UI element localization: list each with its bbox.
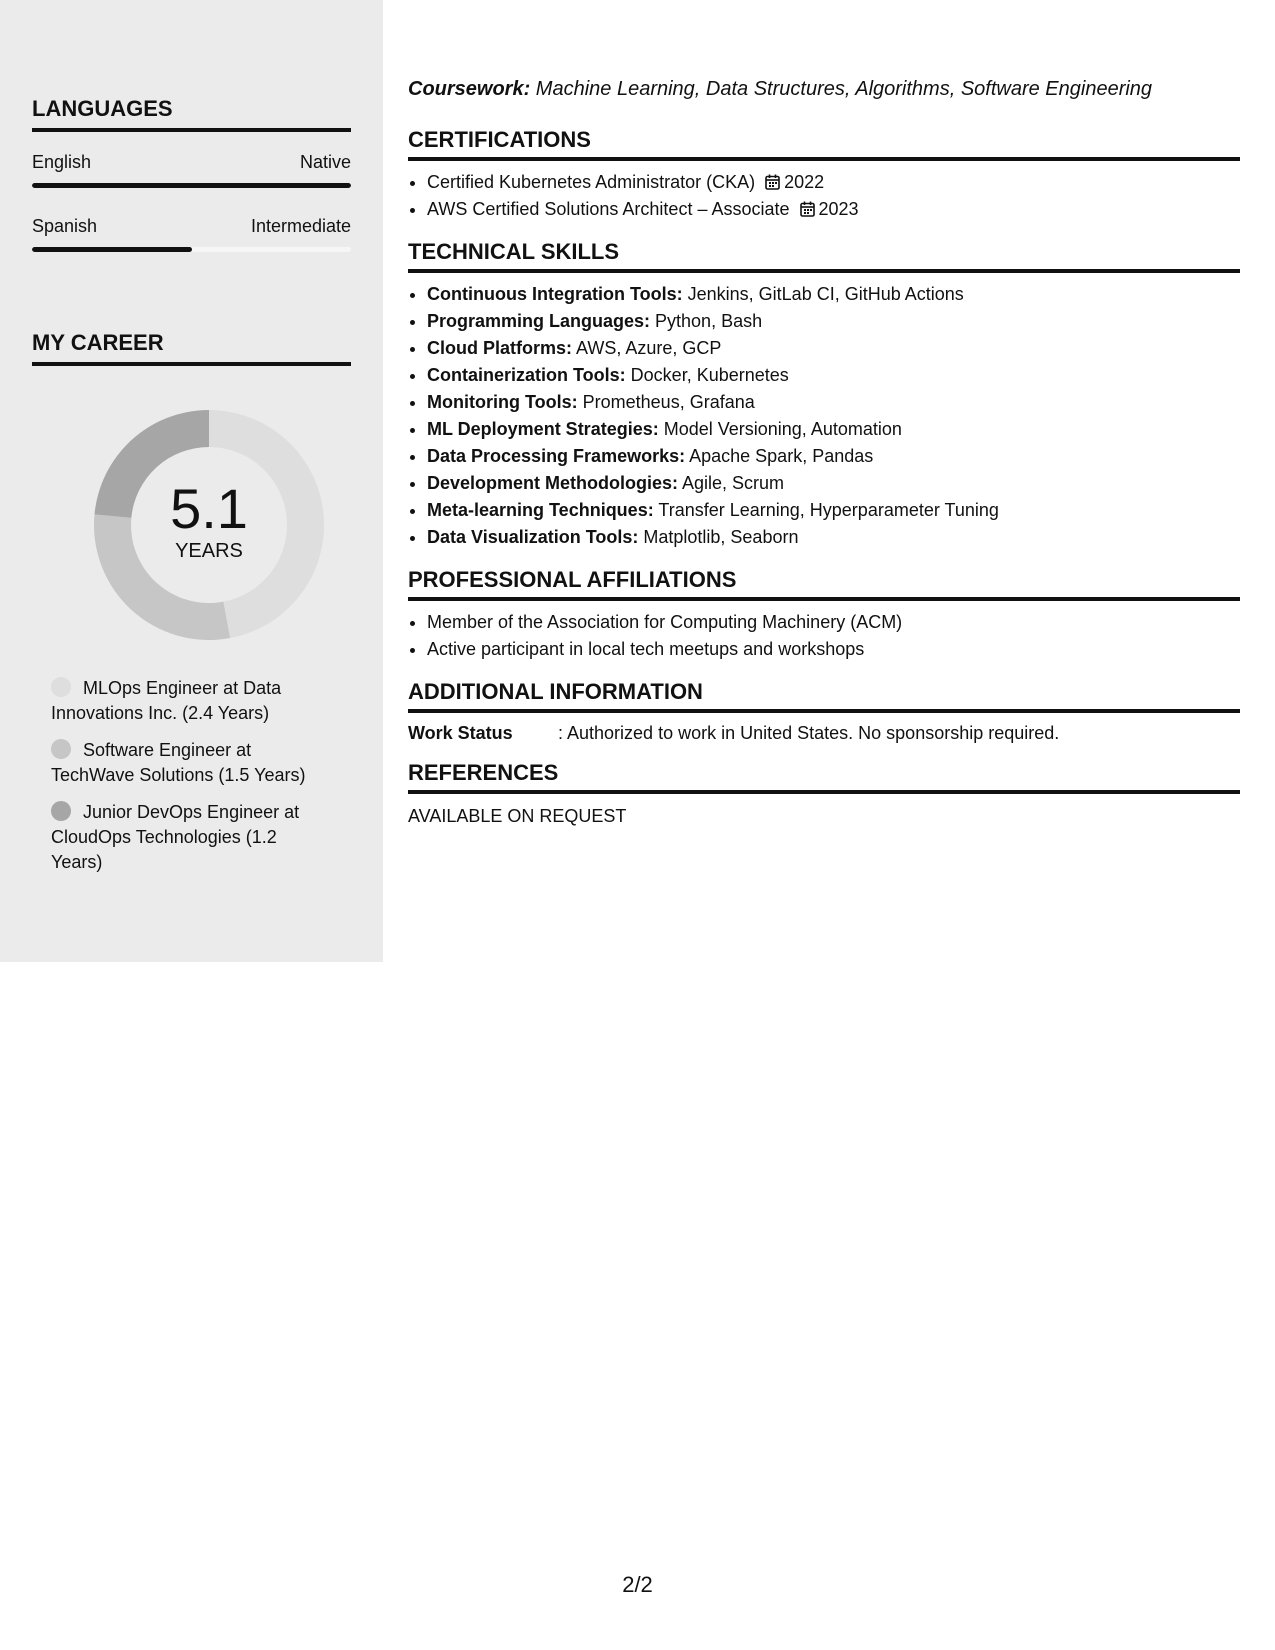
references-heading: REFERENCES: [408, 760, 1240, 794]
career-total-value: 5.1: [170, 477, 248, 540]
skill-value: Prometheus, Grafana: [577, 392, 755, 412]
career-legend-item: [51, 738, 321, 788]
skill-item: [427, 362, 1240, 389]
work-status-row: [408, 723, 1240, 744]
skill-value: Python, Bash: [650, 311, 763, 331]
legend-dot: [51, 677, 71, 697]
affiliation-item: • Active participant in local tech meetups and workshops: [427, 636, 1240, 663]
certifications-list: [408, 169, 1240, 223]
languages-heading: LANGUAGES: [32, 96, 351, 132]
certifications-heading: CERTIFICATIONS: [408, 127, 1240, 161]
page-number: 2/2: [622, 1572, 653, 1597]
language-proficiency-fill: [32, 183, 351, 188]
language-name: Spanish: [32, 216, 98, 236]
legend-dot: [51, 801, 71, 821]
skill-label: Data Visualization Tools:: [427, 527, 639, 547]
skill-label: Data Processing Frameworks:: [427, 446, 686, 466]
legend-label: Junior DevOps Engineer at CloudOps Technologies (1.2 Years): [51, 802, 300, 872]
career-total-unit: YEARS: [175, 540, 243, 562]
skills-list: [408, 281, 1240, 551]
language-proficiency-bar: [32, 183, 351, 188]
skill-value: Docker, Kubernetes: [625, 365, 789, 385]
skills-heading: TECHNICAL SKILLS: [408, 239, 1240, 273]
career-legend-item: [51, 676, 321, 726]
career-heading: MY CAREER: [32, 330, 351, 366]
skill-label: Meta-learning Techniques:: [427, 500, 654, 520]
calendar-icon: [765, 174, 780, 190]
certification-name: Certified Kubernetes Administrator (CKA): [427, 172, 756, 192]
skill-label: Continuous Integration Tools:: [427, 284, 683, 304]
skill-value: Agile, Scrum: [678, 473, 785, 493]
main-content: [408, 78, 1240, 827]
career-legend-item: [51, 800, 321, 875]
skill-item: [427, 308, 1240, 335]
language-level: Native: [299, 152, 351, 172]
coursework-line: [408, 78, 1240, 101]
legend-label: MLOps Engineer at Data Innovations Inc. (2.4 Years): [51, 678, 282, 723]
skill-value: Transfer Learning, Hyperparameter Tuning: [653, 500, 999, 520]
certification-item: [427, 169, 1240, 196]
skill-value: Model Versioning, Automation: [658, 419, 902, 439]
language-name: English: [32, 152, 92, 172]
legend-label: Software Engineer at TechWave Solutions (1.5 Years): [51, 740, 306, 785]
sidebar: [0, 0, 383, 962]
affiliation-item: • Member of the Association for Computing Machinery (ACM): [427, 609, 1240, 636]
skill-item: [427, 443, 1240, 470]
additional-info-heading: ADDITIONAL INFORMATION: [408, 679, 1240, 713]
language-item: [32, 216, 351, 252]
skill-item: [427, 389, 1240, 416]
affiliations-heading: PROFESSIONAL AFFILIATIONS: [408, 567, 1240, 601]
skill-item: [427, 335, 1240, 362]
legend-dot: [51, 739, 71, 759]
references-text: AVAILABLE ON REQUEST: [408, 806, 627, 826]
skill-label: Monitoring Tools:: [427, 392, 578, 412]
skill-item: [427, 524, 1240, 551]
skill-label: Containerization Tools:: [427, 365, 626, 385]
coursework-label: Coursework:: [408, 78, 531, 100]
certification-item: [427, 196, 1240, 223]
skill-value: Jenkins, GitLab CI, GitHub Actions: [682, 284, 964, 304]
certification-year: 2022: [784, 172, 825, 192]
skill-value: Matplotlib, Seaborn: [638, 527, 799, 547]
work-status-label: Work Status: [408, 723, 513, 743]
skill-value: Apache Spark, Pandas: [685, 446, 874, 466]
certification-year: 2023: [818, 199, 859, 219]
skill-item: [427, 497, 1240, 524]
skill-item: [427, 470, 1240, 497]
skill-label: Cloud Platforms:: [427, 338, 573, 358]
language-item: [32, 152, 351, 188]
language-proficiency-bar: [32, 247, 351, 252]
skill-label: Development Methodologies:: [427, 473, 679, 493]
career-legend: [51, 676, 351, 875]
skill-item: [427, 416, 1240, 443]
affiliations-list: [408, 609, 1240, 663]
skill-label: Programming Languages:: [427, 311, 651, 331]
certification-name: AWS Certified Solutions Architect – Associate: [427, 199, 790, 219]
language-level: Intermediate: [250, 216, 351, 236]
language-proficiency-fill: [32, 247, 192, 252]
skill-item: [427, 281, 1240, 308]
calendar-icon: [800, 201, 815, 217]
career-donut-chart: [94, 410, 324, 640]
skill-label: ML Deployment Strategies:: [427, 419, 659, 439]
work-status-value: : Authorized to work in United States. No sponsorship required.: [558, 723, 1060, 743]
skill-value: AWS, Azure, GCP: [572, 338, 722, 358]
coursework-text: Machine Learning, Data Structures, Algorithms, Software Engineering: [530, 78, 1153, 100]
